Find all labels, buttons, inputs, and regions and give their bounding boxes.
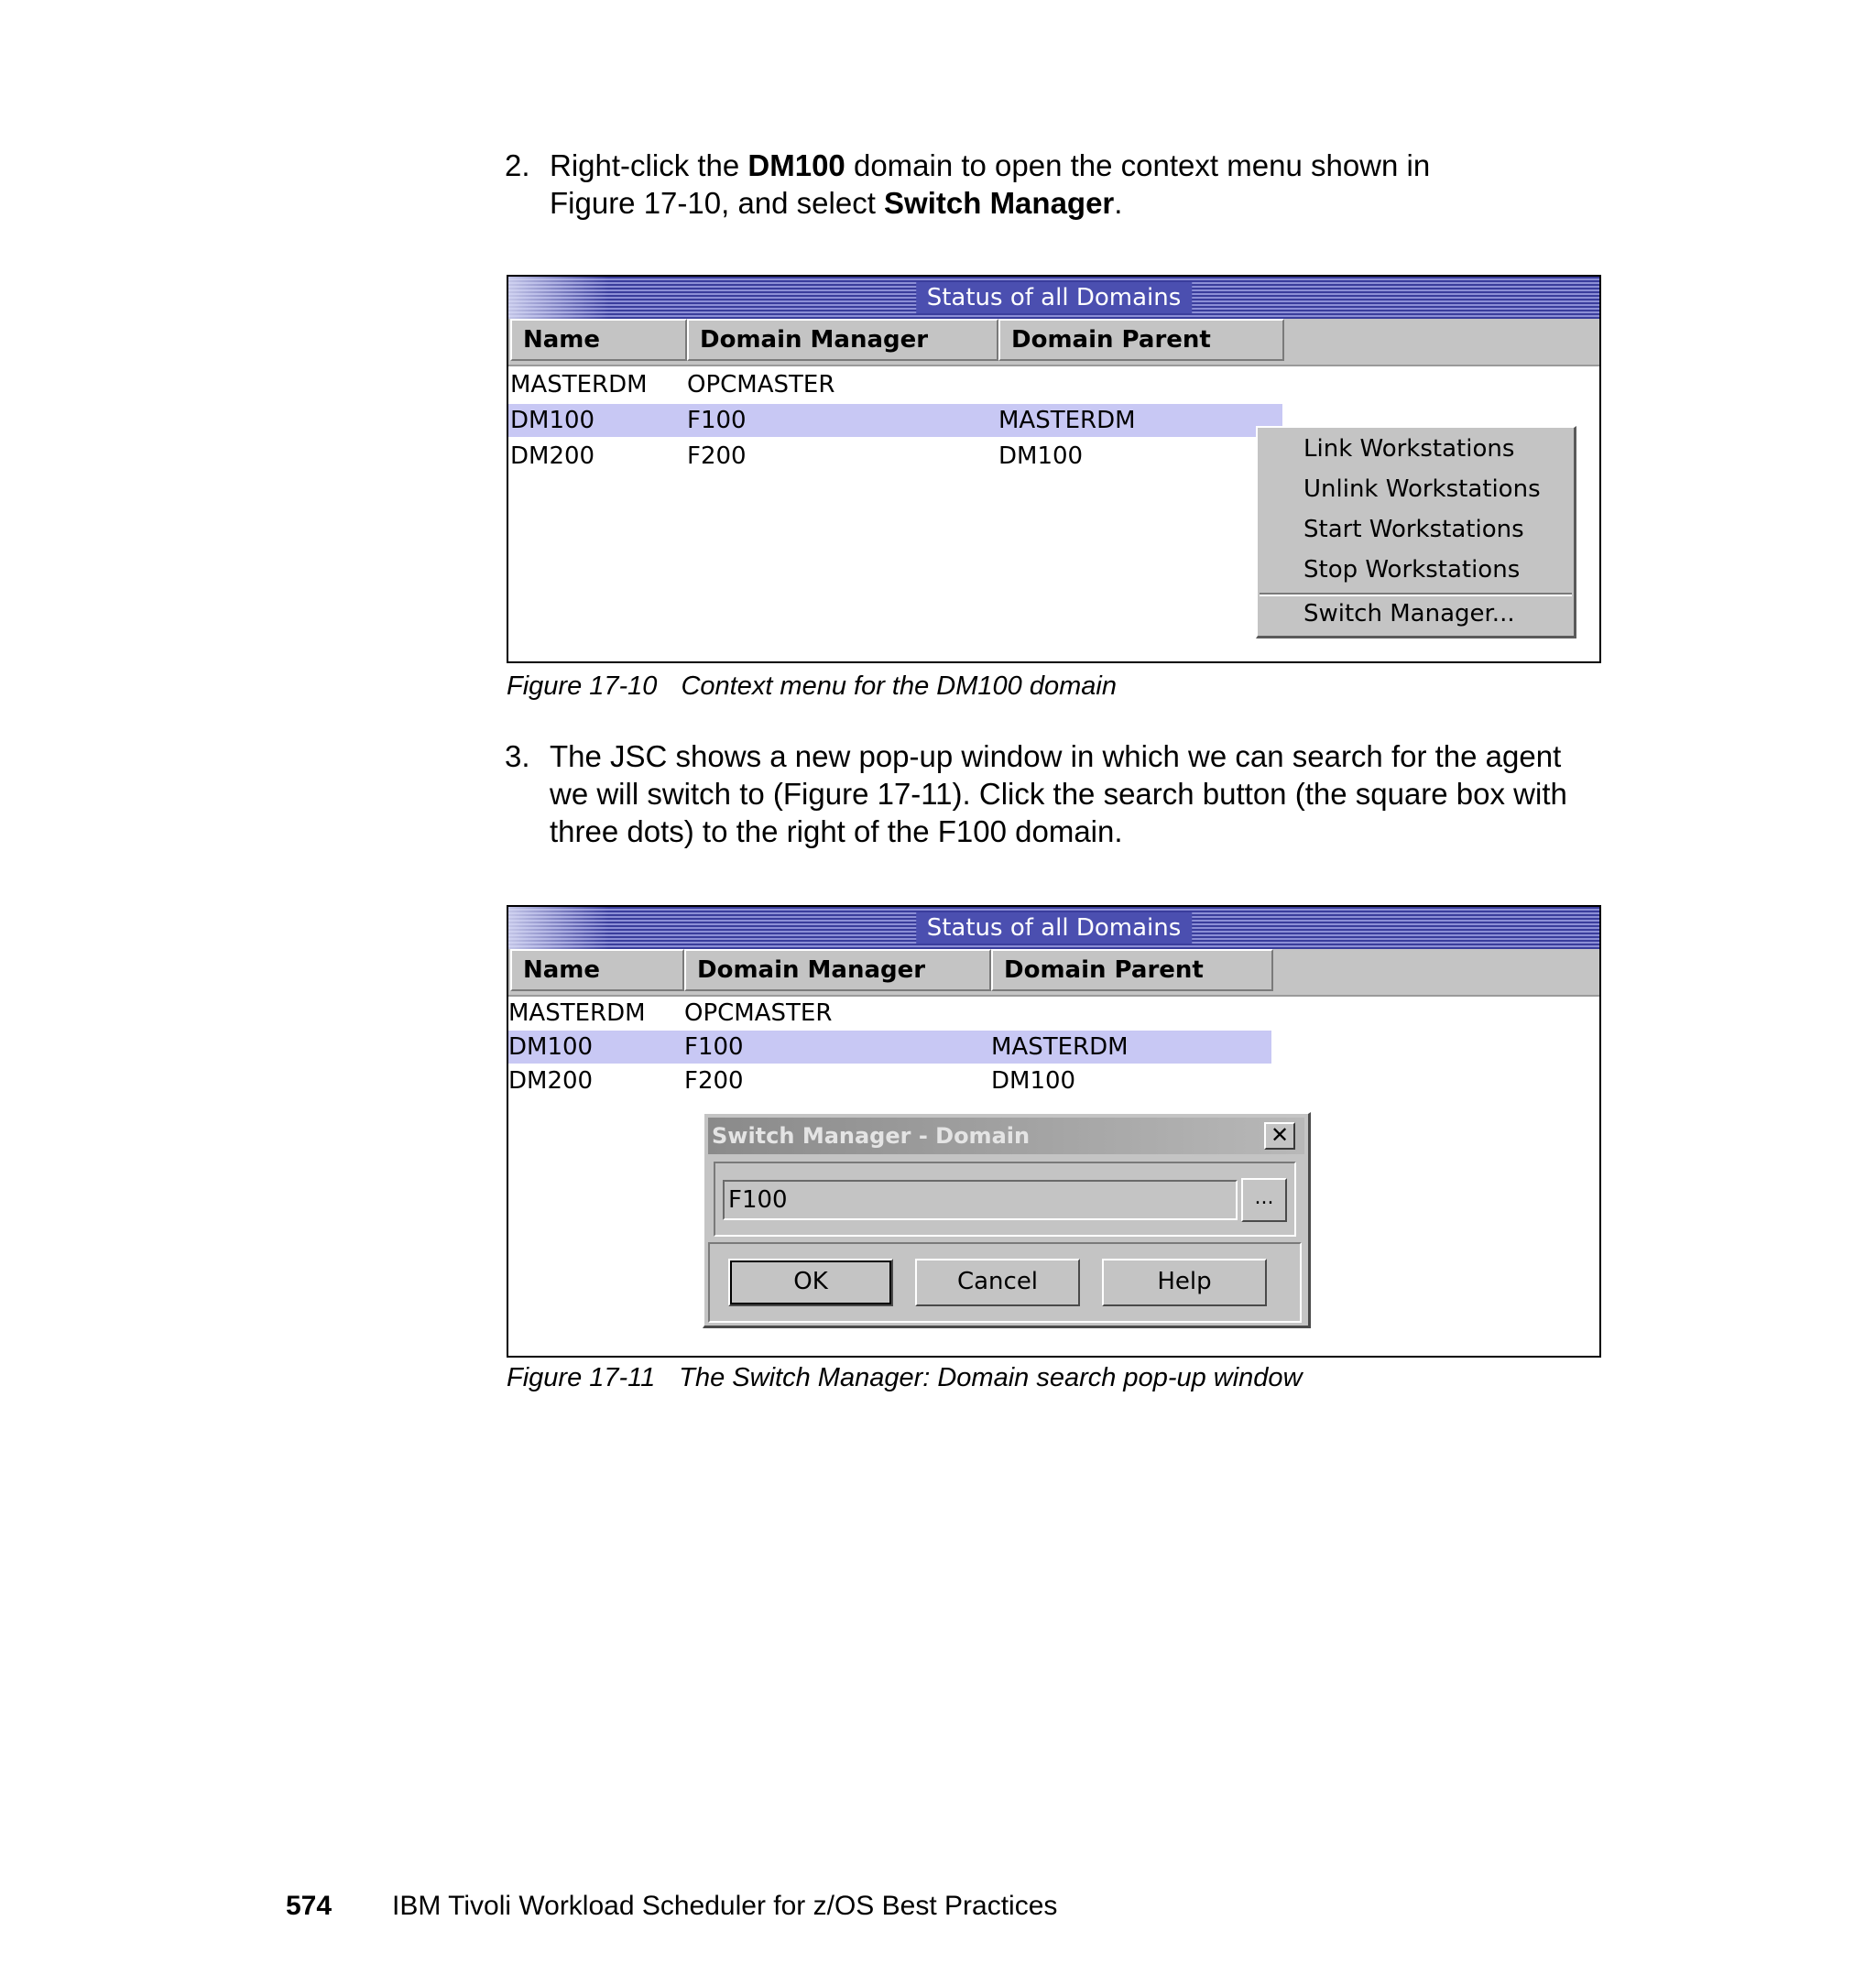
cancel-button[interactable]: Cancel xyxy=(915,1259,1080,1306)
cell-name: MASTERDM xyxy=(508,999,646,1027)
bold-run: Switch Manager xyxy=(884,186,1115,220)
menu-item-link-workstations[interactable]: Link Workstations xyxy=(1303,435,1515,463)
context-menu xyxy=(1256,426,1576,638)
cell-parent: DM100 xyxy=(998,442,1084,470)
menu-item-switch-manager[interactable]: Switch Manager... xyxy=(1303,600,1515,627)
table-row[interactable] xyxy=(508,1064,1271,1097)
text-run: Right-click the xyxy=(550,148,748,182)
step-number: 3. xyxy=(505,739,530,773)
help-button[interactable]: Help xyxy=(1102,1259,1267,1306)
cell-name: DM100 xyxy=(510,407,595,434)
table-row[interactable] xyxy=(508,997,1271,1030)
column-header-domain-manager[interactable]: Domain Manager xyxy=(687,319,998,361)
figure-17-11 xyxy=(507,905,1601,1358)
text-run: Figure 17-10, and select xyxy=(550,186,885,220)
text-line: The JSC shows a new pop-up window in which we can search for the agent xyxy=(550,739,1562,773)
column-header-domain-manager[interactable]: Domain Manager xyxy=(684,949,991,991)
window-title: Status of all Domains xyxy=(916,912,1193,944)
step-text xyxy=(550,147,1631,222)
column-header-domain-parent[interactable]: Domain Parent xyxy=(998,319,1284,361)
column-header-name[interactable]: Name xyxy=(510,319,687,361)
caption-text: The Switch Manager: Domain search pop-up window xyxy=(679,1363,1303,1392)
button-panel xyxy=(708,1242,1302,1323)
page-number: 574 xyxy=(286,1891,333,1921)
cell-manager: OPCMASTER xyxy=(684,999,833,1027)
dialog-title: Switch Manager - Domain xyxy=(712,1123,1031,1149)
table-row[interactable] xyxy=(508,440,1282,473)
step-text xyxy=(550,737,1631,850)
ok-button[interactable]: OK xyxy=(728,1259,893,1306)
menu-separator xyxy=(1260,593,1572,596)
cell-manager: F200 xyxy=(684,1067,744,1095)
table-row[interactable] xyxy=(508,368,1282,401)
dialog-titlebar[interactable] xyxy=(708,1118,1304,1154)
column-header-domain-parent[interactable]: Domain Parent xyxy=(991,949,1273,991)
figure-caption xyxy=(507,671,1117,702)
caption-label: Figure 17-10 xyxy=(507,671,658,701)
text-line: we will switch to (Figure 17-11). Click the search button (the square box with xyxy=(550,777,1567,811)
menu-item-unlink-workstations[interactable]: Unlink Workstations xyxy=(1303,475,1541,503)
book-title: IBM Tivoli Workload Scheduler for z/OS Best Practices xyxy=(392,1891,1058,1921)
field-panel xyxy=(714,1162,1296,1237)
menu-item-stop-workstations[interactable]: Stop Workstations xyxy=(1303,556,1521,584)
window-titlebar xyxy=(508,277,1599,319)
caption-label: Figure 17-11 xyxy=(507,1363,656,1392)
cell-parent: MASTERDM xyxy=(998,407,1136,434)
search-button[interactable]: ... xyxy=(1241,1178,1287,1222)
table-row-selected[interactable] xyxy=(508,1031,1271,1064)
cell-manager: F100 xyxy=(687,407,747,434)
cell-parent: DM100 xyxy=(991,1067,1076,1095)
cell-parent: MASTERDM xyxy=(991,1033,1129,1061)
cell-name: MASTERDM xyxy=(510,371,648,398)
table-header xyxy=(508,949,1599,997)
text-line: three dots) to the right of the F100 domain. xyxy=(550,814,1123,848)
window-titlebar xyxy=(508,907,1599,949)
switch-manager-dialog xyxy=(703,1112,1311,1328)
menu-item-start-workstations[interactable]: Start Workstations xyxy=(1303,516,1524,543)
column-header-name[interactable]: Name xyxy=(510,949,684,991)
cell-manager: F100 xyxy=(684,1033,744,1061)
step-number: 2. xyxy=(505,148,530,182)
cell-manager: OPCMASTER xyxy=(687,371,835,398)
cell-name: DM200 xyxy=(510,442,595,470)
cell-name: DM200 xyxy=(508,1067,594,1095)
caption-text: Context menu for the DM100 domain xyxy=(681,671,1117,701)
figure-caption xyxy=(507,1363,1303,1393)
text-run: domain to open the context menu shown in xyxy=(845,148,1431,182)
table-row-selected[interactable] xyxy=(508,404,1282,437)
text-run: . xyxy=(1114,186,1123,220)
figure-17-10 xyxy=(507,275,1601,663)
close-icon[interactable]: ✕ xyxy=(1264,1122,1295,1150)
domain-field[interactable]: F100 xyxy=(723,1180,1238,1220)
cell-name: DM100 xyxy=(508,1033,594,1061)
cell-manager: F200 xyxy=(687,442,747,470)
table-header xyxy=(508,319,1599,366)
bold-run: DM100 xyxy=(747,148,845,182)
window-title: Status of all Domains xyxy=(916,282,1193,313)
